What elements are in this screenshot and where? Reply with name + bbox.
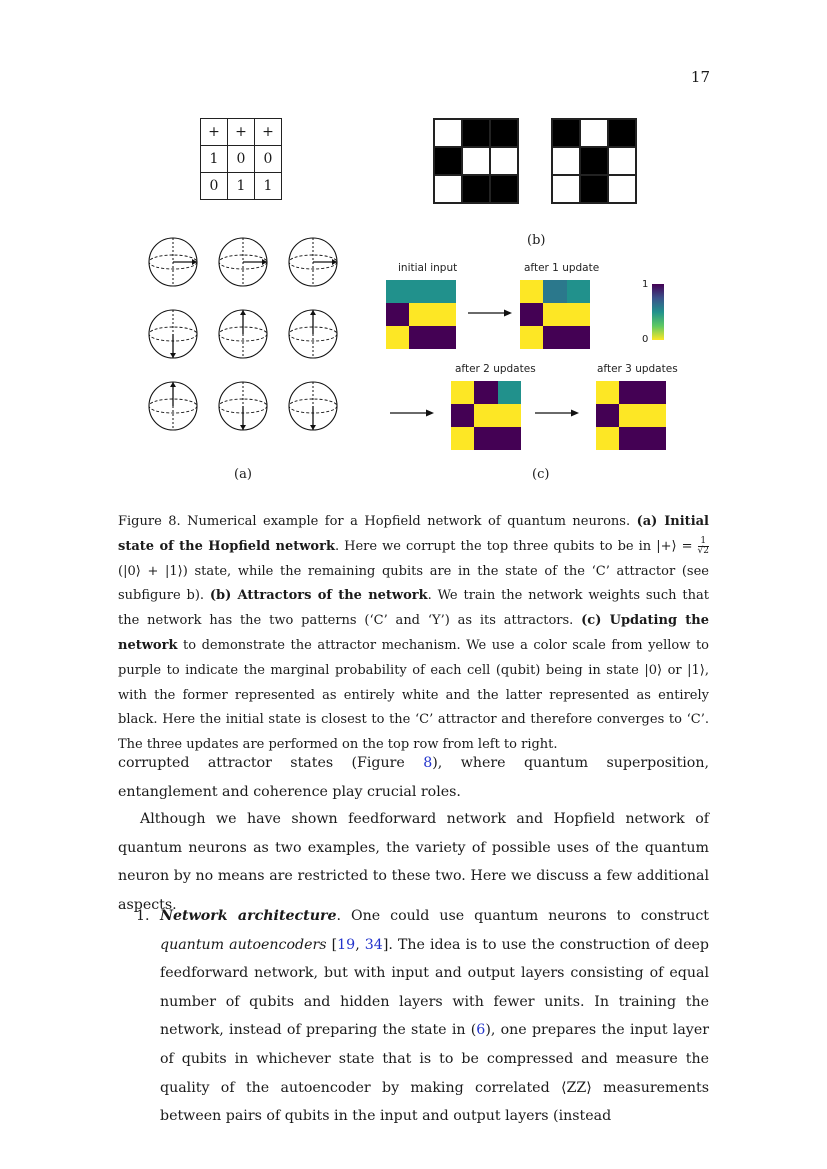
heatmap-cell: [498, 381, 521, 404]
bloch-sphere-plus: [219, 238, 267, 286]
heatmap-cell: [596, 404, 619, 427]
body-italic-text: quantum autoencoders: [160, 936, 327, 953]
list-number: 1.: [136, 908, 150, 924]
heatmap-title: after 3 updates: [597, 363, 678, 375]
attractor-pattern-c: [433, 118, 519, 204]
heatmap-cell: [474, 427, 497, 450]
fraction-numerator: 1: [698, 537, 709, 547]
heatmap-cell: [498, 404, 521, 427]
heatmap-cell: [643, 381, 666, 404]
table-cell: 0: [201, 173, 228, 200]
heatmap-cell: [596, 381, 619, 404]
citation-link[interactable]: 34: [364, 936, 383, 953]
heatmap-cell: [520, 326, 543, 349]
table-cell: 1: [255, 173, 282, 200]
heatmap-after-1-update: [520, 280, 590, 349]
heatmap-cell: [643, 404, 666, 427]
heatmap-cell: [643, 427, 666, 450]
heatmap-cell: [433, 303, 456, 326]
heatmap-cell: [451, 404, 474, 427]
table-row: [201, 146, 282, 173]
body-text: ), where quantum superposition, entanglement and coherence play crucial roles.: [118, 755, 709, 800]
caption-text: Numerical example for a Hopfield network of quantum neurons.: [180, 514, 637, 529]
fraction: [698, 537, 709, 556]
bloch-sphere-one: [289, 382, 337, 430]
heatmap-after-2-updates: [451, 381, 521, 450]
body-paragraph: [118, 749, 709, 806]
heatmap-cell: [409, 326, 432, 349]
body-text: ,: [355, 936, 365, 953]
caption-text: to demonstrate the attractor mechanism. We use a color scale from yellow to purple to indicate the marginal probability of each cell (qubit) being in state |0⟩ or |1⟩, with the former represented as entirely white and the latter represented as entirely black. Here the initial state is closest to the ‘C’ attractor and therefore converges to ‘C’. The three updates are performed on the top row from left to right.: [118, 637, 709, 753]
heatmap-cell: [498, 427, 521, 450]
heatmap-cell: [433, 280, 456, 303]
pattern-cell: [434, 175, 462, 203]
heatmap-cell: [619, 381, 642, 404]
pattern-cell: [490, 147, 518, 175]
body-paragraph: Although we have shown feedforward network and Hopfield network of quantum neurons as two examples, the variety of possible uses of the quantum neuron by no means are restricted to these two. Here we discuss a few additional aspects.: [118, 811, 709, 913]
heatmap-cell: [543, 326, 566, 349]
colorbar-min-label: 0: [642, 334, 649, 345]
citation-link[interactable]: 19: [337, 936, 356, 953]
heatmap-cell: [433, 326, 456, 349]
heatmap-cell: [451, 381, 474, 404]
list-item-title: Network architecture: [160, 908, 337, 924]
equation-link[interactable]: 6: [476, 1022, 486, 1039]
table-cell: +: [201, 119, 228, 146]
bloch-sphere-grid: [138, 232, 358, 444]
caption-bold-b: (b) Attractors of the network: [209, 588, 428, 604]
pattern-cell: [580, 175, 608, 203]
heatmap-after-3-updates: [596, 381, 666, 450]
pattern-cell: [608, 175, 636, 203]
heatmap-cell: [386, 280, 409, 303]
body-text: [: [326, 936, 338, 953]
table-cell: +: [228, 119, 255, 146]
heatmap-title: initial input: [398, 262, 458, 274]
arrow-right-icon: [468, 308, 512, 318]
subfigure-label-b: (b): [527, 233, 546, 248]
caption-bold-a: (a) Initial state of the Hopfield network: [118, 514, 709, 554]
heatmap-cell: [520, 280, 543, 303]
pattern-cell: [580, 147, 608, 175]
heatmap-cell: [596, 427, 619, 450]
pattern-cell: [434, 119, 462, 147]
body-text: . One could use quantum neurons to construct: [336, 908, 709, 924]
table-cell: 0: [255, 146, 282, 173]
caption-bold-c: (c) Updating the network: [118, 613, 710, 653]
pattern-cell: [580, 119, 608, 147]
list-item: [136, 902, 709, 1131]
pattern-cell: [552, 147, 580, 175]
pattern-cell: [434, 147, 462, 175]
pattern-cell: [608, 119, 636, 147]
heatmap-cell: [474, 404, 497, 427]
heatmap-cell: [409, 303, 432, 326]
bloch-sphere-zero: [149, 382, 197, 430]
table-row: [201, 173, 282, 200]
caption-text: . Here we corrupt the top three qubits to be in |+⟩ =: [334, 538, 698, 554]
figure-caption: [118, 510, 709, 758]
heatmap-cell: [451, 427, 474, 450]
bloch-sphere-plus: [289, 238, 337, 286]
heatmap-initial-input: [386, 280, 456, 349]
caption-figure-label: Figure 8.: [118, 514, 181, 529]
body-text: ), one prepares the input layer of qubits in whichever state that is to be compressed and measure the quality of the autoencoder by making correlated ⟨ZZ⟩ measurements between pairs of qubits in the input and output layers (instead: [160, 1022, 709, 1125]
fraction-denominator: √2: [697, 545, 709, 556]
heatmap-cell: [520, 303, 543, 326]
figure-link[interactable]: 8: [423, 755, 433, 771]
heatmap-title: after 1 update: [524, 262, 600, 274]
attractor-pattern-y: [551, 118, 637, 204]
heatmap-cell: [567, 326, 590, 349]
heatmap-cell: [409, 280, 432, 303]
colorbar: [652, 284, 664, 340]
bloch-sphere-one: [149, 310, 197, 358]
caption-text: . We train the network weights such that the network has the two patterns (‘C’ and ‘Y’) as its attractors.: [118, 588, 709, 629]
heatmap-cell: [543, 303, 566, 326]
qubit-state-table: [200, 118, 282, 200]
pattern-cell: [608, 147, 636, 175]
arrow-right-icon: [390, 408, 434, 418]
table-row: [201, 119, 282, 146]
page-number: 17: [690, 68, 710, 86]
table-cell: 1: [228, 173, 255, 200]
heatmap-cell: [567, 280, 590, 303]
heatmap-cell: [386, 326, 409, 349]
pattern-cell: [462, 119, 490, 147]
heatmap-cell: [474, 381, 497, 404]
heatmap-title: after 2 updates: [455, 363, 536, 375]
table-cell: +: [255, 119, 282, 146]
body-text: ]. The idea is to use the construction of deep feedforward network, but with input and output layers consisting of equal number of qubits and hidden layers with fewer units. In training the network, instead of preparing the state in (: [160, 936, 710, 1039]
bloch-sphere-zero: [289, 310, 337, 358]
table-cell: 0: [228, 146, 255, 173]
heatmap-cell: [619, 427, 642, 450]
pattern-cell: [490, 175, 518, 203]
list-item-body: [160, 902, 709, 1131]
heatmap-cell: [619, 404, 642, 427]
table-cell: 1: [201, 146, 228, 173]
caption-text: (|0⟩ + |1⟩) state, while the remaining qubits are in the state of the ‘C’ attractor (see subfigure b).: [118, 563, 709, 604]
bloch-sphere-one: [219, 382, 267, 430]
pattern-cell: [552, 119, 580, 147]
subfigure-label-a: (a): [234, 467, 252, 482]
pattern-cell: [490, 119, 518, 147]
heatmap-cell: [567, 303, 590, 326]
arrow-right-icon: [535, 408, 579, 418]
bloch-sphere-zero: [219, 310, 267, 358]
pattern-cell: [462, 175, 490, 203]
colorbar-max-label: 1: [642, 279, 649, 290]
body-text: corrupted attractor states (Figure: [118, 755, 424, 771]
heatmap-cell: [543, 280, 566, 303]
heatmap-cell: [386, 303, 409, 326]
pattern-cell: [552, 175, 580, 203]
subfigure-label-c: (c): [532, 467, 550, 482]
bloch-sphere-plus: [149, 238, 197, 286]
pattern-cell: [462, 147, 490, 175]
